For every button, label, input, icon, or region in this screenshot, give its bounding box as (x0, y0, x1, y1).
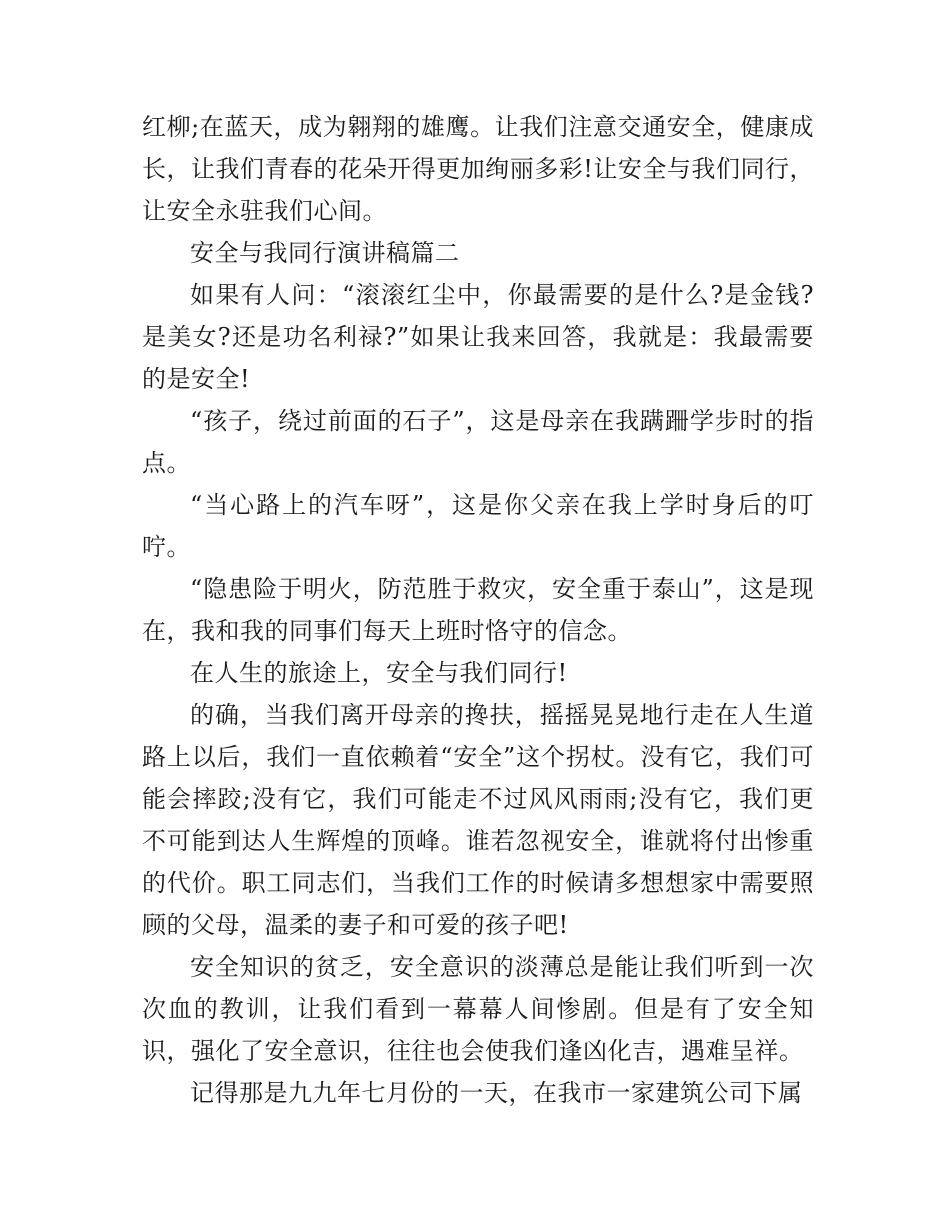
section-heading: 安全与我同行演讲稿篇二 (190, 239, 460, 267)
paragraph: 的确，当我们离开母亲的搀扶，摇摇晃晃地行走在人生道路上以后，我们一直依赖着“安全”这个拐杖。没有它，我们可能会摔跤;没有它，我们可能走不过风风雨雨;没有它，我们更不可能到达人生辉煌的顶峰。谁若忽视安全，谁就将付出惨重的代价。职工同志们，当我们工作的时候请多想想家中需要照顾的父母，温柔的妻子和可爱的孩子吧! (142, 701, 814, 939)
paragraph: “当心路上的汽车呀”，这是你父亲在我上学时身后的叮咛。 (142, 491, 814, 561)
paragraph: “隐患险于明火，防范胜于救灾，安全重于泰山”，这是现在，我和我的同事们每天上班时恪守的信念。 (142, 575, 814, 645)
paragraph: 记得那是九九年七月份的一天，在我市一家建筑公司下属 (190, 1079, 803, 1107)
paragraph: 安全知识的贫乏，安全意识的淡薄总是能让我们听到一次次血的教训，让我们看到一幕幕人间惨剧。但是有了安全知识，强化了安全意识，往往也会使我们逢凶化吉，遇难呈祥。 (142, 953, 814, 1065)
paragraph: “孩子，绕过前面的石子”，这是母亲在我蹒跚学步时的指点。 (142, 407, 814, 477)
document-body (142, 106, 814, 1114)
paragraph: 如果有人问：“滚滚红尘中，你最需要的是什么?是金钱?是美女?还是功名利禄?”如果让我来回答，我就是：我最需要的是安全! (142, 281, 814, 393)
paragraph: 在人生的旅途上，安全与我们同行! (190, 659, 568, 687)
paragraph-continuation: 红柳;在蓝天，成为翱翔的雄鹰。让我们注意交通安全，健康成长，让我们青春的花朵开得更加绚丽多彩!让安全与我们同行，让安全永驻我们心间。 (142, 113, 814, 225)
